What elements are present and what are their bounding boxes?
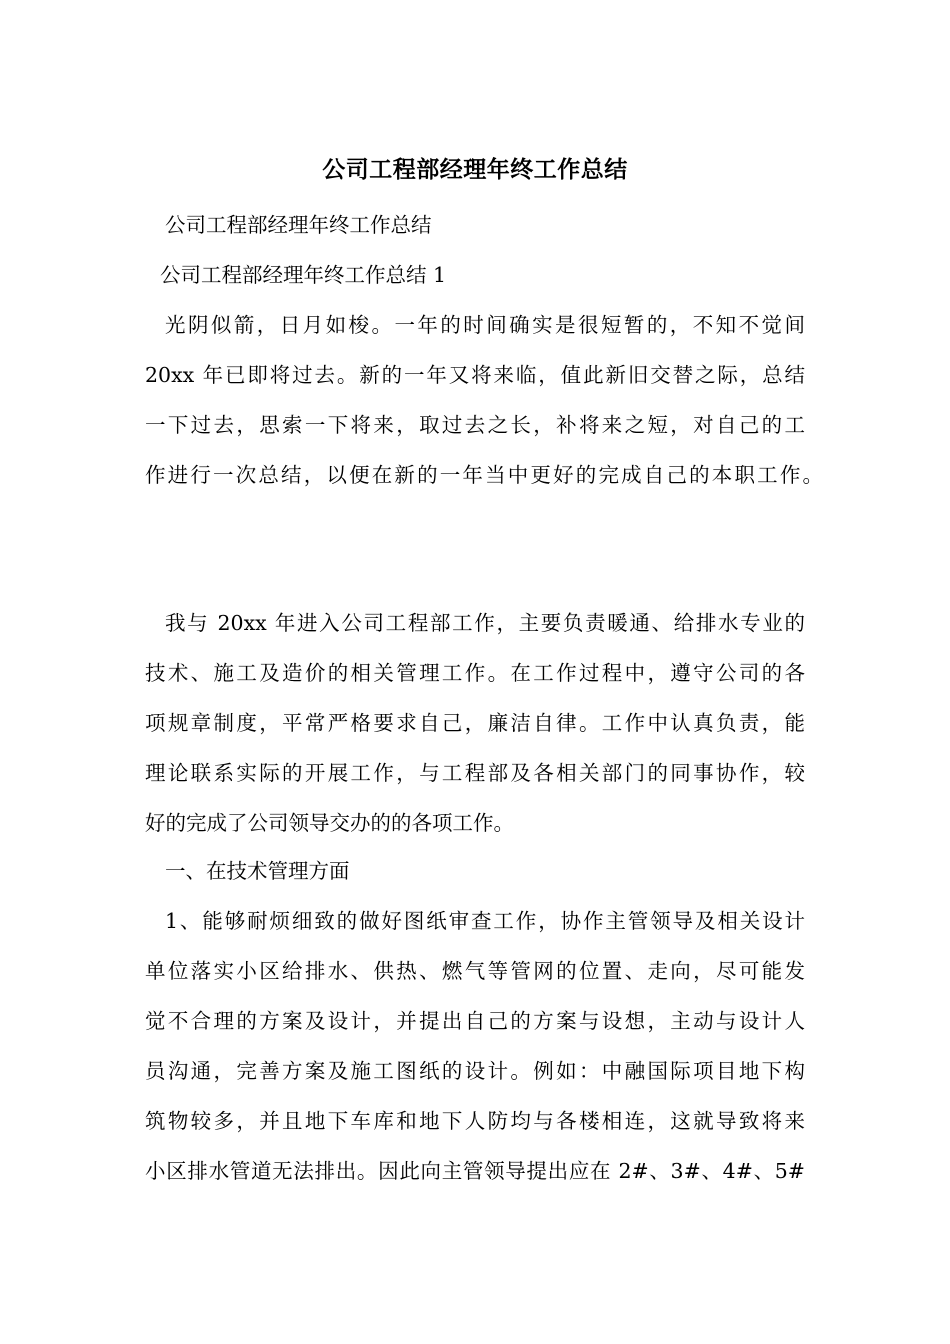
paragraph-line: 理论联系实际的开展工作，与工程部及各相关部门的同事协作，较 [145, 761, 805, 785]
paragraph-line: 小区排水管道无法排出。因此向主管领导提出应在 2#、3#、4#、5# [145, 1159, 805, 1183]
paragraph-line: 技术、施工及造价的相关管理工作。在工作过程中，遵守公司的各 [145, 661, 805, 685]
paragraph-line: 光阴似箭，日月如梭。一年的时间确实是很短暂的，不知不觉间 [165, 313, 805, 337]
paragraph-line: 1、能够耐烦细致的做好图纸审查工作，协作主管领导及相关设计 [165, 909, 805, 933]
paragraph-line: 20xx 年已即将过去。新的一年又将来临，值此新旧交替之际，总结 [145, 363, 805, 387]
document-subtitle: 公司工程部经理年终工作总结 [165, 213, 432, 237]
paragraph-line: 项规章制度，平常严格要求自己，廉洁自律。工作中认真负责，能 [145, 711, 805, 735]
paragraph-line: 我与 20xx 年进入公司工程部工作，主要负责暖通、给排水专业的 [165, 611, 805, 635]
paragraph-line: 作进行一次总结，以便在新的一年当中更好的完成自己的本职工作。 [145, 463, 823, 487]
paragraph-line: 员沟通，完善方案及施工图纸的设计。例如：中融国际项目地下构 [145, 1059, 805, 1083]
paragraph-line: 筑物较多，并且地下车库和地下人防均与各楼相连，这就导致将来 [145, 1109, 805, 1133]
section-title: 公司工程部经理年终工作总结 1 [160, 263, 447, 287]
paragraph-line: 单位落实小区给排水、供热、燃气等管网的位置、走向，尽可能发 [145, 959, 805, 983]
paragraph-line: 好的完成了公司领导交办的的各项工作。 [145, 811, 514, 835]
paragraph-line: 觉不合理的方案及设计，并提出自己的方案与设想，主动与设计人 [145, 1009, 805, 1033]
document-title: 公司工程部经理年终工作总结 [322, 156, 628, 183]
paragraph-line: 一下过去，思索一下将来，取过去之长，补将来之短，对自己的工 [145, 413, 805, 437]
section-heading: 一、在技术管理方面 [165, 859, 350, 883]
